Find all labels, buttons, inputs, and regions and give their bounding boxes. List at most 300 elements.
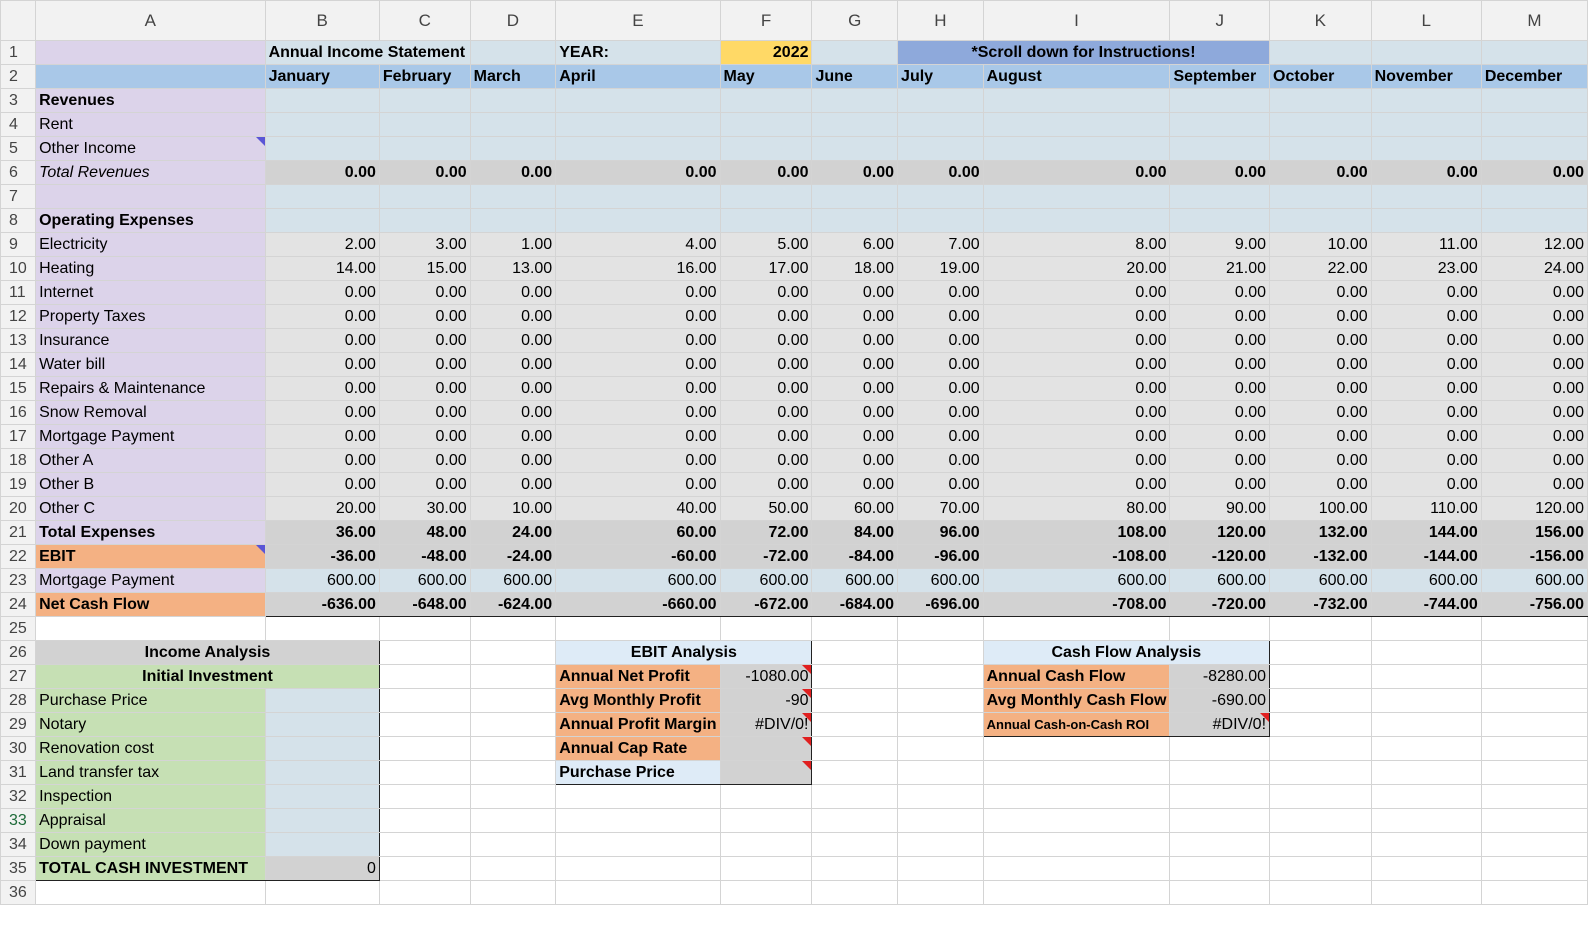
expense-value-k[interactable]: 0.00 — [1270, 377, 1372, 401]
investment-item-value[interactable] — [265, 713, 379, 737]
cell-d1[interactable] — [470, 41, 556, 65]
total-revenues-k[interactable]: 0.00 — [1270, 161, 1372, 185]
expense-value-m[interactable]: 24.00 — [1481, 257, 1587, 281]
expense-value-l[interactable]: 0.00 — [1371, 281, 1481, 305]
cell-k4[interactable] — [1270, 113, 1372, 137]
expense-value-c[interactable]: 0.00 — [379, 425, 470, 449]
row-header[interactable]: 30 — [1, 737, 36, 761]
cashflow-analysis-label[interactable]: Annual Cash Flow — [983, 665, 1170, 689]
expense-value-b[interactable]: 0.00 — [265, 425, 379, 449]
cell-f34[interactable] — [720, 833, 812, 857]
cell-d29[interactable] — [470, 713, 556, 737]
expense-value-e[interactable]: 0.00 — [556, 281, 720, 305]
expense-label[interactable]: Repairs & Maintenance — [36, 377, 265, 401]
expense-value-e[interactable]: 40.00 — [556, 497, 720, 521]
expense-value-j[interactable]: 0.00 — [1170, 305, 1270, 329]
cell-c33[interactable] — [379, 809, 470, 833]
expense-label[interactable]: Property Taxes — [36, 305, 265, 329]
expense-value-b[interactable]: 0.00 — [265, 281, 379, 305]
cell-h4[interactable] — [898, 113, 984, 137]
cell-k31[interactable] — [1270, 761, 1372, 785]
investment-item-label[interactable]: Inspection — [36, 785, 265, 809]
expense-value-l[interactable]: 11.00 — [1371, 233, 1481, 257]
expense-value-f[interactable]: 0.00 — [720, 353, 812, 377]
net-cash-flow-k[interactable]: -732.00 — [1270, 593, 1372, 617]
total-revenues-f[interactable]: 0.00 — [720, 161, 812, 185]
cell-i31[interactable] — [983, 761, 1170, 785]
expense-value-g[interactable]: 0.00 — [812, 305, 898, 329]
expense-value-l[interactable]: 0.00 — [1371, 449, 1481, 473]
expense-value-l[interactable]: 0.00 — [1371, 473, 1481, 497]
row-header[interactable]: 12 — [1, 305, 36, 329]
cell-f33[interactable] — [720, 809, 812, 833]
expense-value-f[interactable]: 0.00 — [720, 449, 812, 473]
ebit-analysis-label[interactable]: Avg Monthly Profit — [556, 689, 720, 713]
expense-value-h[interactable]: 70.00 — [898, 497, 984, 521]
cell-i7[interactable] — [983, 185, 1170, 209]
cell-e7[interactable] — [556, 185, 720, 209]
expense-value-g[interactable]: 6.00 — [812, 233, 898, 257]
investment-item-label[interactable]: Notary — [36, 713, 265, 737]
expense-value-h[interactable]: 0.00 — [898, 353, 984, 377]
cashflow-analysis-value[interactable]: -690.00 — [1170, 689, 1270, 713]
expense-value-f[interactable]: 0.00 — [720, 281, 812, 305]
row-header[interactable]: 35 — [1, 857, 36, 881]
total-expenses-h[interactable]: 96.00 — [898, 521, 984, 545]
col-header-i[interactable]: I — [983, 1, 1170, 41]
expense-value-j[interactable]: 90.00 — [1170, 497, 1270, 521]
expense-value-d[interactable]: 1.00 — [470, 233, 556, 257]
expense-value-l[interactable]: 0.00 — [1371, 305, 1481, 329]
expense-value-i[interactable]: 0.00 — [983, 473, 1170, 497]
col-header-f[interactable]: F — [720, 1, 812, 41]
cell-l25[interactable] — [1371, 617, 1481, 641]
total-expenses-label[interactable]: Total Expenses — [36, 521, 265, 545]
expense-value-c[interactable]: 0.00 — [379, 377, 470, 401]
row-header[interactable]: 31 — [1, 761, 36, 785]
expense-value-f[interactable]: 0.00 — [720, 473, 812, 497]
total-revenues-h[interactable]: 0.00 — [898, 161, 984, 185]
cell-j25[interactable] — [1170, 617, 1270, 641]
expense-label[interactable]: Internet — [36, 281, 265, 305]
expense-value-k[interactable]: 0.00 — [1270, 281, 1372, 305]
expense-value-i[interactable]: 8.00 — [983, 233, 1170, 257]
expense-label[interactable]: Other A — [36, 449, 265, 473]
investment-item-label[interactable]: Land transfer tax — [36, 761, 265, 785]
row-header[interactable]: 10 — [1, 257, 36, 281]
cell-m4[interactable] — [1481, 113, 1587, 137]
cell-i30[interactable] — [983, 737, 1170, 761]
total-cash-investment-value[interactable]: 0 — [265, 857, 379, 881]
expense-value-k[interactable]: 0.00 — [1270, 449, 1372, 473]
cell-i36[interactable] — [983, 881, 1170, 905]
cell-c4[interactable] — [379, 113, 470, 137]
mortgage-c[interactable]: 600.00 — [379, 569, 470, 593]
expense-value-b[interactable]: 0.00 — [265, 401, 379, 425]
row-header[interactable]: 24 — [1, 593, 36, 617]
row-header[interactable]: 5 — [1, 137, 36, 161]
expense-value-c[interactable]: 0.00 — [379, 473, 470, 497]
cell-l3[interactable] — [1371, 89, 1481, 113]
expense-value-e[interactable]: 0.00 — [556, 377, 720, 401]
cell-i35[interactable] — [983, 857, 1170, 881]
expense-value-i[interactable]: 20.00 — [983, 257, 1170, 281]
cell-f8[interactable] — [720, 209, 812, 233]
expense-value-h[interactable]: 7.00 — [898, 233, 984, 257]
total-cash-investment-label[interactable]: TOTAL CASH INVESTMENT — [36, 857, 265, 881]
month-header-g[interactable]: June — [812, 65, 898, 89]
expense-value-m[interactable]: 0.00 — [1481, 401, 1587, 425]
cell-e5[interactable] — [556, 137, 720, 161]
expense-value-k[interactable]: 0.00 — [1270, 425, 1372, 449]
expense-value-g[interactable]: 0.00 — [812, 377, 898, 401]
col-header-c[interactable]: C — [379, 1, 470, 41]
cell-m35[interactable] — [1481, 857, 1587, 881]
row-header[interactable]: 16 — [1, 401, 36, 425]
month-header-m[interactable]: December — [1481, 65, 1587, 89]
revenues-label[interactable]: Revenues — [36, 89, 265, 113]
cashflow-analysis-title[interactable]: Cash Flow Analysis — [983, 641, 1269, 665]
cell-d33[interactable] — [470, 809, 556, 833]
statement-title[interactable]: Annual Income Statement — [265, 41, 470, 65]
expense-value-m[interactable]: 0.00 — [1481, 329, 1587, 353]
expense-value-b[interactable]: 0.00 — [265, 449, 379, 473]
expense-value-h[interactable]: 0.00 — [898, 449, 984, 473]
investment-item-value[interactable] — [265, 785, 379, 809]
cell-g33[interactable] — [812, 809, 898, 833]
cell-l35[interactable] — [1371, 857, 1481, 881]
ebit-analysis-value[interactable]: -90 — [720, 689, 812, 713]
month-header-c[interactable]: February — [379, 65, 470, 89]
expense-value-i[interactable]: 0.00 — [983, 377, 1170, 401]
month-header-d[interactable]: March — [470, 65, 556, 89]
col-header-l[interactable]: L — [1371, 1, 1481, 41]
ebit-l[interactable]: -144.00 — [1371, 545, 1481, 569]
cell-f35[interactable] — [720, 857, 812, 881]
cell-l31[interactable] — [1371, 761, 1481, 785]
cell-g7[interactable] — [812, 185, 898, 209]
ebit-g[interactable]: -84.00 — [812, 545, 898, 569]
expense-value-d[interactable]: 0.00 — [470, 281, 556, 305]
cell-k35[interactable] — [1270, 857, 1372, 881]
row-header[interactable]: 11 — [1, 281, 36, 305]
expense-value-m[interactable]: 0.00 — [1481, 425, 1587, 449]
total-revenues-l[interactable]: 0.00 — [1371, 161, 1481, 185]
ebit-analysis-value[interactable] — [720, 761, 812, 785]
total-revenues-b[interactable]: 0.00 — [265, 161, 379, 185]
expense-value-j[interactable]: 0.00 — [1170, 401, 1270, 425]
cell-l30[interactable] — [1371, 737, 1481, 761]
row-header[interactable]: 27 — [1, 665, 36, 689]
mortgage-d[interactable]: 600.00 — [470, 569, 556, 593]
expense-value-h[interactable]: 19.00 — [898, 257, 984, 281]
cell-m5[interactable] — [1481, 137, 1587, 161]
ebit-c[interactable]: -48.00 — [379, 545, 470, 569]
expense-value-l[interactable]: 0.00 — [1371, 425, 1481, 449]
row-header[interactable]: 2 — [1, 65, 36, 89]
cell-h29[interactable] — [898, 713, 984, 737]
expense-value-c[interactable]: 0.00 — [379, 281, 470, 305]
mortgage-j[interactable]: 600.00 — [1170, 569, 1270, 593]
row-header[interactable]: 34 — [1, 833, 36, 857]
cell-d25[interactable] — [470, 617, 556, 641]
other-income-label[interactable]: Other Income — [36, 137, 265, 161]
cell-m25[interactable] — [1481, 617, 1587, 641]
investment-item-value[interactable] — [265, 761, 379, 785]
cell-j8[interactable] — [1170, 209, 1270, 233]
expense-value-e[interactable]: 0.00 — [556, 473, 720, 497]
expense-value-e[interactable]: 0.00 — [556, 353, 720, 377]
cell-c3[interactable] — [379, 89, 470, 113]
expense-value-m[interactable]: 0.00 — [1481, 377, 1587, 401]
total-expenses-d[interactable]: 24.00 — [470, 521, 556, 545]
col-header-a[interactable]: A — [36, 1, 265, 41]
cashflow-analysis-label[interactable]: Annual Cash-on-Cash ROI — [983, 713, 1170, 737]
row-header[interactable]: 17 — [1, 425, 36, 449]
expense-value-c[interactable]: 0.00 — [379, 353, 470, 377]
expense-value-d[interactable]: 13.00 — [470, 257, 556, 281]
cell-a1[interactable] — [36, 41, 265, 65]
cell-l36[interactable] — [1371, 881, 1481, 905]
total-expenses-c[interactable]: 48.00 — [379, 521, 470, 545]
cell-m7[interactable] — [1481, 185, 1587, 209]
expense-value-b[interactable]: 14.00 — [265, 257, 379, 281]
expense-value-f[interactable]: 0.00 — [720, 377, 812, 401]
cell-h33[interactable] — [898, 809, 984, 833]
cell-d32[interactable] — [470, 785, 556, 809]
expense-value-c[interactable]: 0.00 — [379, 305, 470, 329]
cell-j34[interactable] — [1170, 833, 1270, 857]
row-header[interactable]: 9 — [1, 233, 36, 257]
total-expenses-k[interactable]: 132.00 — [1270, 521, 1372, 545]
cell-g31[interactable] — [812, 761, 898, 785]
expense-value-j[interactable]: 0.00 — [1170, 473, 1270, 497]
cell-g5[interactable] — [812, 137, 898, 161]
cell-e35[interactable] — [556, 857, 720, 881]
investment-item-value[interactable] — [265, 689, 379, 713]
expense-label[interactable]: Mortgage Payment — [36, 425, 265, 449]
cell-d36[interactable] — [470, 881, 556, 905]
ebit-b[interactable]: -36.00 — [265, 545, 379, 569]
expense-value-g[interactable]: 0.00 — [812, 401, 898, 425]
cell-a25[interactable] — [36, 617, 265, 641]
expense-value-h[interactable]: 0.00 — [898, 281, 984, 305]
col-header-m[interactable]: M — [1481, 1, 1587, 41]
expense-value-c[interactable]: 0.00 — [379, 401, 470, 425]
ebit-analysis-label[interactable]: Annual Profit Margin — [556, 713, 720, 737]
cell-h7[interactable] — [898, 185, 984, 209]
expense-value-d[interactable]: 0.00 — [470, 353, 556, 377]
mortgage-i[interactable]: 600.00 — [983, 569, 1170, 593]
expense-value-j[interactable]: 0.00 — [1170, 449, 1270, 473]
mortgage-e[interactable]: 600.00 — [556, 569, 720, 593]
cell-f32[interactable] — [720, 785, 812, 809]
cell-b25[interactable] — [265, 617, 379, 641]
investment-item-label[interactable]: Appraisal — [36, 809, 265, 833]
cell-j36[interactable] — [1170, 881, 1270, 905]
cell-g30[interactable] — [812, 737, 898, 761]
expense-value-c[interactable]: 0.00 — [379, 329, 470, 353]
expense-value-h[interactable]: 0.00 — [898, 329, 984, 353]
row-header[interactable]: 23 — [1, 569, 36, 593]
expense-label[interactable]: Snow Removal — [36, 401, 265, 425]
cell-k26[interactable] — [1270, 641, 1372, 665]
expense-value-d[interactable]: 0.00 — [470, 401, 556, 425]
cell-g25[interactable] — [812, 617, 898, 641]
total-revenues-label[interactable]: Total Revenues — [36, 161, 265, 185]
expense-value-b[interactable]: 0.00 — [265, 473, 379, 497]
year-value[interactable]: 2022 — [720, 41, 812, 65]
cell-g36[interactable] — [812, 881, 898, 905]
cell-l32[interactable] — [1371, 785, 1481, 809]
cell-j5[interactable] — [1170, 137, 1270, 161]
cashflow-analysis-value[interactable]: -8280.00 — [1170, 665, 1270, 689]
cell-m32[interactable] — [1481, 785, 1587, 809]
cell-i4[interactable] — [983, 113, 1170, 137]
expense-value-g[interactable]: 0.00 — [812, 281, 898, 305]
cell-g27[interactable] — [812, 665, 898, 689]
cell-k30[interactable] — [1270, 737, 1372, 761]
expense-label[interactable]: Electricity — [36, 233, 265, 257]
investment-item-value[interactable] — [265, 809, 379, 833]
net-cash-flow-d[interactable]: -624.00 — [470, 593, 556, 617]
col-header-d[interactable]: D — [470, 1, 556, 41]
cashflow-analysis-value[interactable]: #DIV/0! — [1170, 713, 1270, 737]
expense-value-b[interactable]: 0.00 — [265, 329, 379, 353]
expense-value-c[interactable]: 3.00 — [379, 233, 470, 257]
expense-value-h[interactable]: 0.00 — [898, 377, 984, 401]
expense-value-j[interactable]: 0.00 — [1170, 281, 1270, 305]
expense-value-i[interactable]: 0.00 — [983, 425, 1170, 449]
cell-m8[interactable] — [1481, 209, 1587, 233]
cell-c36[interactable] — [379, 881, 470, 905]
cell-j30[interactable] — [1170, 737, 1270, 761]
cell-i8[interactable] — [983, 209, 1170, 233]
row-header[interactable]: 8 — [1, 209, 36, 233]
cell-c8[interactable] — [379, 209, 470, 233]
expense-value-i[interactable]: 0.00 — [983, 353, 1170, 377]
row-header[interactable]: 1 — [1, 41, 36, 65]
cell-h31[interactable] — [898, 761, 984, 785]
expense-value-m[interactable]: 12.00 — [1481, 233, 1587, 257]
cell-g8[interactable] — [812, 209, 898, 233]
cell-m3[interactable] — [1481, 89, 1587, 113]
total-revenues-i[interactable]: 0.00 — [983, 161, 1170, 185]
cell-m29[interactable] — [1481, 713, 1587, 737]
initial-investment-title[interactable]: Initial Investment — [36, 665, 380, 689]
cell-c31[interactable] — [379, 761, 470, 785]
cell-d8[interactable] — [470, 209, 556, 233]
cell-b7[interactable] — [265, 185, 379, 209]
cell-i33[interactable] — [983, 809, 1170, 833]
operating-expenses-label[interactable]: Operating Expenses — [36, 209, 265, 233]
cell-i3[interactable] — [983, 89, 1170, 113]
cell-g26[interactable] — [812, 641, 898, 665]
row-header[interactable]: 33 — [1, 809, 36, 833]
cell-c25[interactable] — [379, 617, 470, 641]
net-cash-flow-i[interactable]: -708.00 — [983, 593, 1170, 617]
cell-k32[interactable] — [1270, 785, 1372, 809]
expense-label[interactable]: Other B — [36, 473, 265, 497]
col-header-e[interactable]: E — [556, 1, 720, 41]
cell-c35[interactable] — [379, 857, 470, 881]
month-header-j[interactable]: September — [1170, 65, 1270, 89]
cell-e34[interactable] — [556, 833, 720, 857]
expense-value-k[interactable]: 0.00 — [1270, 305, 1372, 329]
month-header-b[interactable]: January — [265, 65, 379, 89]
expense-value-g[interactable]: 0.00 — [812, 473, 898, 497]
row-header[interactable]: 14 — [1, 353, 36, 377]
cell-g4[interactable] — [812, 113, 898, 137]
expense-value-e[interactable]: 4.00 — [556, 233, 720, 257]
mortgage-f[interactable]: 600.00 — [720, 569, 812, 593]
expense-value-m[interactable]: 0.00 — [1481, 353, 1587, 377]
mortgage-payment-label[interactable]: Mortgage Payment — [36, 569, 265, 593]
expense-value-e[interactable]: 0.00 — [556, 425, 720, 449]
total-expenses-e[interactable]: 60.00 — [556, 521, 720, 545]
net-cash-flow-label[interactable]: Net Cash Flow — [36, 593, 265, 617]
cell-j4[interactable] — [1170, 113, 1270, 137]
cell-e8[interactable] — [556, 209, 720, 233]
cell-k28[interactable] — [1270, 689, 1372, 713]
expense-value-j[interactable]: 21.00 — [1170, 257, 1270, 281]
cell-h35[interactable] — [898, 857, 984, 881]
row-header[interactable]: 7 — [1, 185, 36, 209]
ebit-k[interactable]: -132.00 — [1270, 545, 1372, 569]
expense-value-k[interactable]: 0.00 — [1270, 473, 1372, 497]
expense-value-b[interactable]: 0.00 — [265, 353, 379, 377]
scroll-note[interactable]: *Scroll down for Instructions! — [898, 41, 1270, 65]
expense-value-e[interactable]: 0.00 — [556, 401, 720, 425]
expense-value-l[interactable]: 0.00 — [1371, 329, 1481, 353]
cell-k3[interactable] — [1270, 89, 1372, 113]
ebit-analysis-label[interactable]: Annual Cap Rate — [556, 737, 720, 761]
cell-h27[interactable] — [898, 665, 984, 689]
net-cash-flow-e[interactable]: -660.00 — [556, 593, 720, 617]
expense-label[interactable]: Other C — [36, 497, 265, 521]
net-cash-flow-b[interactable]: -636.00 — [265, 593, 379, 617]
expense-value-l[interactable]: 110.00 — [1371, 497, 1481, 521]
expense-label[interactable]: Water bill — [36, 353, 265, 377]
cell-c28[interactable] — [379, 689, 470, 713]
cell-k34[interactable] — [1270, 833, 1372, 857]
expense-value-i[interactable]: 0.00 — [983, 449, 1170, 473]
cell-c34[interactable] — [379, 833, 470, 857]
cell-i32[interactable] — [983, 785, 1170, 809]
investment-item-label[interactable]: Renovation cost — [36, 737, 265, 761]
cell-k33[interactable] — [1270, 809, 1372, 833]
cell-l29[interactable] — [1371, 713, 1481, 737]
cell-k5[interactable] — [1270, 137, 1372, 161]
total-revenues-g[interactable]: 0.00 — [812, 161, 898, 185]
net-cash-flow-m[interactable]: -756.00 — [1481, 593, 1587, 617]
expense-value-l[interactable]: 0.00 — [1371, 353, 1481, 377]
rent-label[interactable]: Rent — [36, 113, 265, 137]
cell-l1[interactable] — [1371, 41, 1481, 65]
col-header-h[interactable]: H — [898, 1, 984, 41]
expense-value-i[interactable]: 80.00 — [983, 497, 1170, 521]
expense-value-g[interactable]: 0.00 — [812, 329, 898, 353]
cell-k27[interactable] — [1270, 665, 1372, 689]
expense-value-e[interactable]: 0.00 — [556, 449, 720, 473]
cell-l28[interactable] — [1371, 689, 1481, 713]
row-header[interactable]: 20 — [1, 497, 36, 521]
row-header[interactable]: 15 — [1, 377, 36, 401]
expense-value-i[interactable]: 0.00 — [983, 401, 1170, 425]
cell-c26[interactable] — [379, 641, 470, 665]
row-header[interactable]: 32 — [1, 785, 36, 809]
row-header[interactable]: 36 — [1, 881, 36, 905]
